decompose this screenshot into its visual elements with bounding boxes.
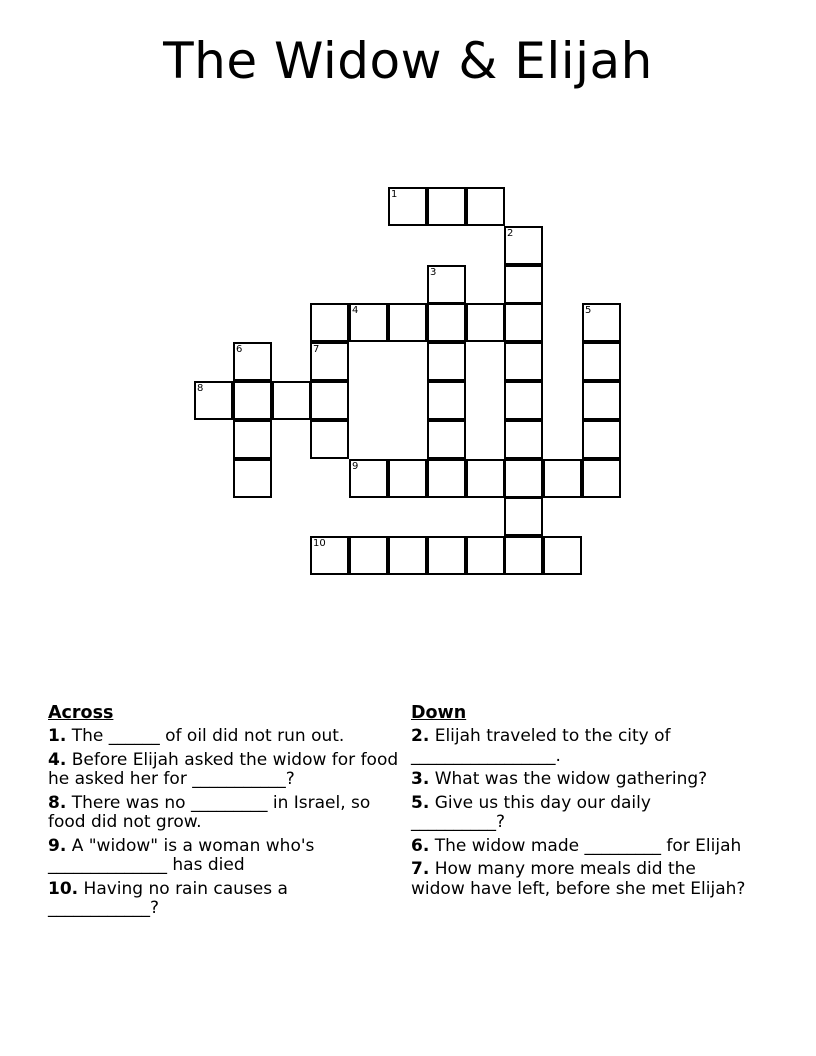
- clue-number: 9.: [48, 835, 67, 856]
- grid-cell[interactable]: [582, 420, 621, 459]
- clue-down-5: [411, 794, 747, 833]
- cell-number: 8: [197, 383, 204, 394]
- clue-text: Elijah traveled to the city of _________________.: [411, 726, 671, 766]
- clue-down-3: [411, 770, 747, 790]
- grid-cell[interactable]: [582, 381, 621, 420]
- grid-cell[interactable]: [194, 381, 233, 420]
- cell-number: 10: [313, 538, 326, 549]
- clue-text: There was no _________ in Israel, so food did not grow.: [48, 792, 371, 832]
- clue-text: A "widow" is a woman who's ______________ has died: [48, 835, 315, 875]
- cell-number: 1: [391, 189, 398, 200]
- grid-cell[interactable]: [466, 536, 505, 575]
- grid-cell[interactable]: [504, 536, 543, 575]
- grid-cell[interactable]: [388, 187, 427, 226]
- grid-cell[interactable]: [310, 381, 349, 420]
- grid-cell[interactable]: [349, 536, 388, 575]
- clue-number: 1.: [48, 726, 67, 746]
- across-heading: Across: [48, 703, 114, 723]
- grid-cell[interactable]: [504, 420, 543, 459]
- down-heading: Down: [411, 703, 467, 723]
- grid-cell[interactable]: [427, 187, 466, 226]
- grid-cell[interactable]: [349, 459, 388, 498]
- cell-number: 7: [313, 344, 320, 355]
- clue-number: 7.: [411, 859, 430, 879]
- clue-across-10: [48, 880, 402, 919]
- clue-across-8: [48, 794, 402, 833]
- grid-cell[interactable]: [427, 536, 466, 575]
- grid-cell[interactable]: [272, 381, 311, 420]
- clue-across-1: [48, 727, 402, 747]
- clue-across-9: [48, 837, 402, 876]
- grid-cell[interactable]: [233, 420, 272, 459]
- clue-across-4: [48, 751, 402, 790]
- grid-cell[interactable]: [582, 303, 621, 342]
- clue-text: Give us this day our daily __________?: [411, 792, 651, 832]
- cell-number: 5: [585, 305, 592, 316]
- clue-text: Having no rain causes a ____________?: [48, 878, 288, 918]
- grid-cell[interactable]: [349, 303, 388, 342]
- grid-cell[interactable]: [504, 226, 543, 265]
- grid-cell[interactable]: [427, 342, 466, 381]
- grid-cell[interactable]: [427, 265, 466, 304]
- grid-cell[interactable]: [427, 459, 466, 498]
- grid-cell[interactable]: [582, 342, 621, 381]
- clue-text: Before Elijah asked the widow for food he asked her for ___________?: [48, 749, 399, 789]
- grid-cell[interactable]: [388, 536, 427, 575]
- grid-cell[interactable]: [427, 303, 466, 342]
- grid-cell[interactable]: [466, 459, 505, 498]
- grid-cell[interactable]: [504, 381, 543, 420]
- clue-number: 4.: [48, 749, 67, 770]
- grid-cell[interactable]: [233, 459, 272, 498]
- grid-cell[interactable]: [310, 303, 349, 342]
- grid-cell[interactable]: [233, 381, 272, 420]
- cell-number: 2: [507, 228, 514, 239]
- grid-cell[interactable]: [427, 381, 466, 420]
- grid-cell[interactable]: [388, 459, 427, 498]
- clue-number: 6.: [411, 835, 430, 856]
- clue-text: The ______ of oil did not run out.: [71, 726, 345, 746]
- grid-cell[interactable]: [310, 420, 349, 459]
- grid-cell[interactable]: [504, 265, 543, 304]
- clue-text: What was the widow gathering?: [434, 769, 708, 789]
- clue-number: 8.: [48, 792, 67, 813]
- grid-cell[interactable]: [310, 342, 349, 381]
- across-clues: [48, 702, 402, 923]
- down-clues: [411, 702, 747, 903]
- grid-cell[interactable]: [388, 303, 427, 342]
- grid-cell[interactable]: [543, 459, 582, 498]
- grid-cell[interactable]: [504, 303, 543, 342]
- clue-down-2: [411, 727, 747, 766]
- grid-cell[interactable]: [582, 459, 621, 498]
- cell-number: 9: [352, 461, 359, 472]
- grid-cell[interactable]: [504, 459, 543, 498]
- clue-down-6: [411, 837, 747, 857]
- grid-cell[interactable]: [466, 303, 505, 342]
- clue-number: 10.: [48, 878, 79, 899]
- cell-number: 6: [236, 344, 243, 355]
- grid-cell[interactable]: [504, 497, 543, 536]
- grid-cell[interactable]: [543, 536, 582, 575]
- clue-number: 3.: [411, 769, 430, 789]
- grid-cell[interactable]: [466, 187, 505, 226]
- cell-number: 4: [352, 305, 359, 316]
- grid-cell[interactable]: [310, 536, 349, 575]
- clue-down-7: [411, 860, 747, 899]
- grid-cell[interactable]: [233, 342, 272, 381]
- clue-number: 2.: [411, 726, 430, 746]
- clue-text: The widow made _________ for Elijah: [434, 835, 742, 856]
- grid-cell[interactable]: [504, 342, 543, 381]
- grid-cell[interactable]: [427, 420, 466, 459]
- clue-text: How many more meals did the widow have left, before she met Elijah?: [411, 859, 746, 899]
- puzzle-title: The Widow & Elijah: [163, 32, 653, 90]
- cell-number: 3: [430, 267, 437, 278]
- clue-number: 5.: [411, 792, 430, 813]
